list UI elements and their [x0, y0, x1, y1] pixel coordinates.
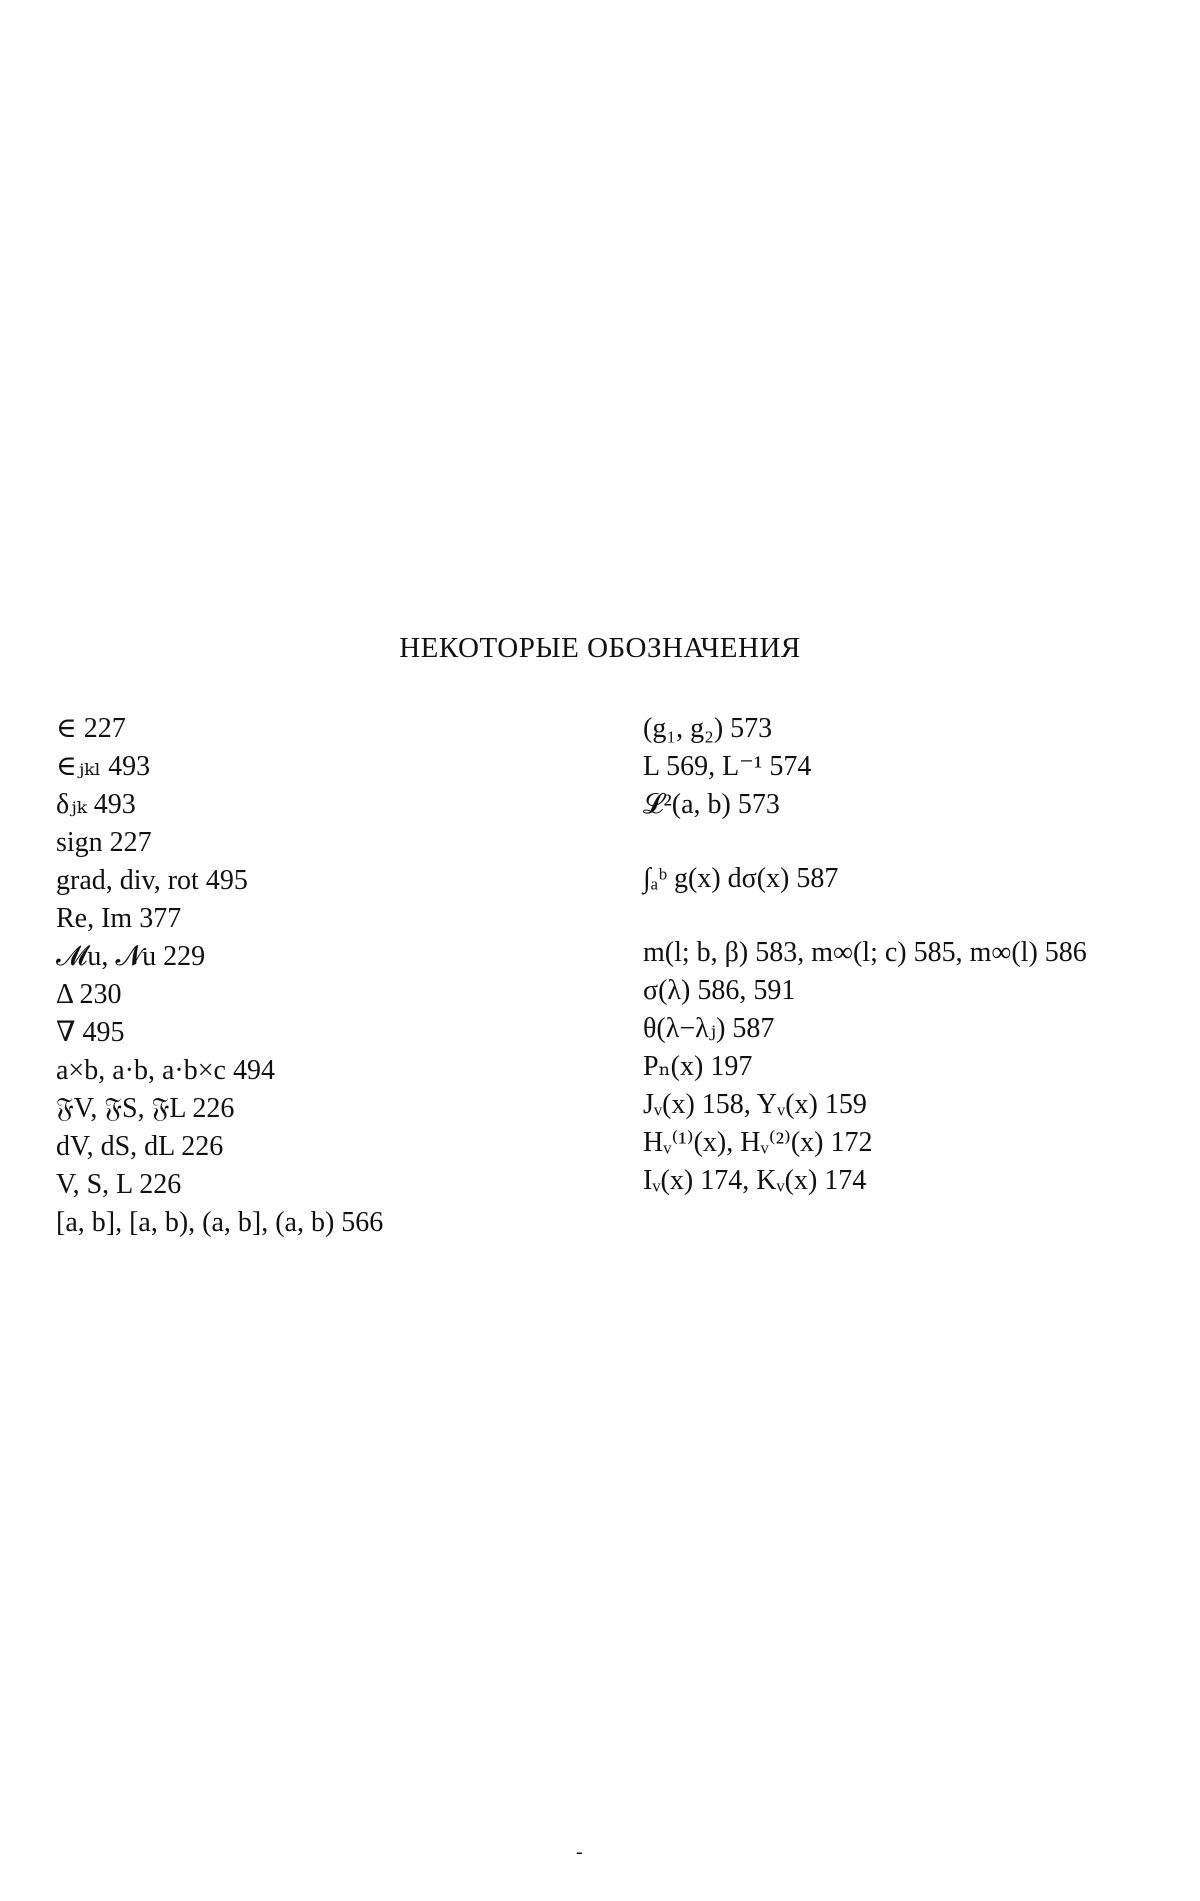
- notation-entry: m(l; b, β) 583, m∞(l; c) 585, m∞(l) 586: [643, 937, 1087, 968]
- notation-entry: Δ 230: [56, 979, 122, 1010]
- page-footer-mark: -: [576, 1841, 583, 1863]
- notation-entry: a×b, a·b, a·b×c 494: [56, 1055, 275, 1086]
- page-title: НЕКОТОРЫЕ ОБОЗНАЧЕНИЯ: [399, 632, 801, 664]
- notation-entry: (g₁, g₂) 573: [643, 713, 773, 744]
- notation-entry: ∈ⱼₖₗ 493: [56, 751, 151, 782]
- notation-entry: 𝓛²(a, b) 573: [643, 789, 780, 820]
- notation-column-left: [56, 710, 383, 1242]
- notation-entry: [a, b], [a, b), (a, b], (a, b) 566: [56, 1207, 384, 1238]
- notation-column-right: [643, 710, 1087, 1200]
- notation-entry: Hᵥ⁽¹⁾(x), Hᵥ⁽²⁾(x) 172: [643, 1127, 873, 1158]
- notation-entry: 𝔉V, 𝔉S, 𝔉L 226: [56, 1093, 235, 1124]
- notation-entry: σ(λ) 586, 591: [643, 975, 796, 1006]
- notation-entry: grad, div, rot 495: [56, 865, 248, 896]
- notation-entry: dV, dS, dL 226: [56, 1131, 224, 1162]
- notation-entry: V, S, L 226: [56, 1169, 182, 1200]
- notation-entry: sign 227: [56, 827, 152, 858]
- notation-entry: Re, Im 377: [56, 903, 182, 934]
- notation-entry: θ(λ−λⱼ) 587: [643, 1013, 775, 1044]
- notation-entry: Iᵥ(x) 174, Kᵥ(x) 174: [643, 1165, 867, 1196]
- notation-entry: ∈ 227: [56, 713, 126, 744]
- notation-entry: ∇ 495: [56, 1017, 125, 1048]
- notation-entry: δⱼₖ 493: [56, 789, 136, 820]
- notation-entry-integral: ∫ₐᵇ g(x) dσ(x) 587: [643, 863, 839, 894]
- notation-entry: L 569, L⁻¹ 574: [643, 751, 812, 782]
- notation-entry: 𝓜u, 𝓝u 229: [56, 941, 206, 972]
- notation-entry: Jᵥ(x) 158, Yᵥ(x) 159: [643, 1089, 867, 1120]
- notation-entry: Pₙ(x) 197: [643, 1051, 753, 1082]
